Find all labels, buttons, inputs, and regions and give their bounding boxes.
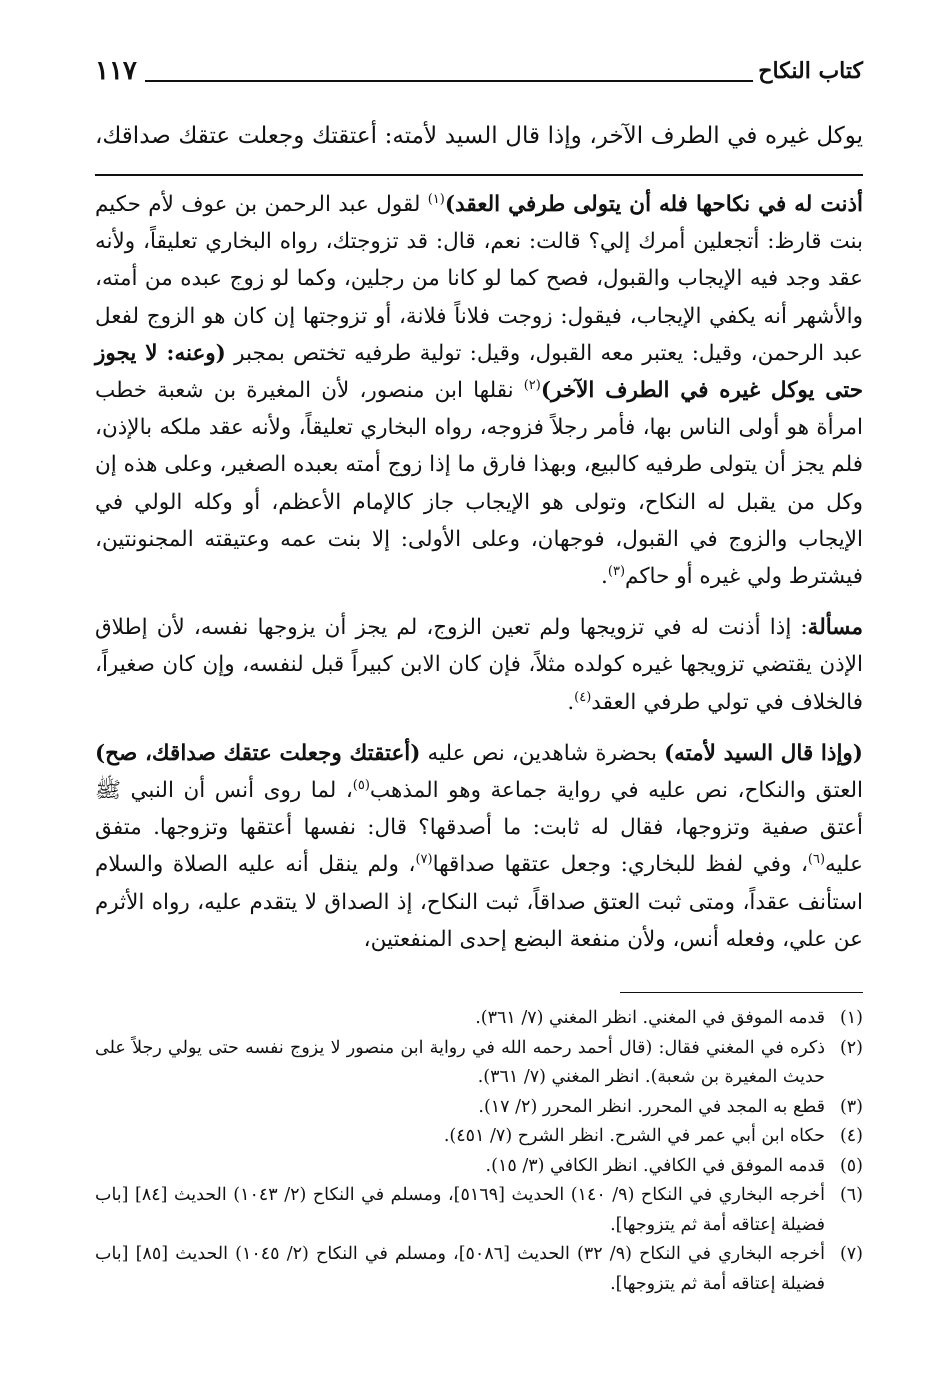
text-run: ، لما روى أنس أن النبي ﷺ أعتق صفية وتزوجها، فقال له ثابت: ما أصدقها؟ قال: نفسها أعتقها وتزوجها. متفق عليه [95, 778, 863, 878]
bold-text: (وعنه: لا يجوز حتى يوكل غيره في الطرف الآخر) [95, 340, 864, 404]
footnote-number: (١) [839, 1008, 863, 1028]
commentary-paragraph [95, 609, 863, 721]
footnote-ref: (٣) [607, 564, 626, 580]
footnote-text: قدمه الموفق في الكافي. انظر الكافي (٣/ ١٥). [485, 1155, 825, 1176]
footnote-ref: (٦) [807, 852, 826, 868]
bold-text: (أعتقتك وجعلت عتقك صداقك، صح) [95, 740, 421, 766]
footnote-ref: (٧) [415, 852, 433, 868]
footnote-ref: (٢) [523, 378, 541, 394]
commentary-paragraph [95, 735, 863, 958]
footnote-text: أخرجه البخاري في النكاح (٩/ ٣٢) الحديث [٥٠٨٦]، ومسلم في النكاح (٢/ ١٠٤٥) الحديث [٨٥] [باب فضيلة إعتاقه أمة ثم يتزوجها]. [95, 1244, 826, 1294]
matn-text: يوكل غيره في الطرف الآخر، وإذا قال السيد لأمته: أعتقتك وجعلت عتقك صداقك، [95, 123, 863, 149]
text-run: نقلها ابن منصور، لأن المغيرة بن شعبة خطب امرأة هو أولى الناس بها، فأمر رجلاً فزوجه، رواه البخاري تعليقاً، ولأنه عقد ملكه بالإذن، فلم يجز أن يتولى طرفيه كالبيع، وبهذا فارق ما إذا زوج أمته بعبده الصغير، وعلى هذه إن وكل من يقبل له النكاح، وتولى هو الإيجاب جاز كالإمام الأعظم، أو وكله الولي في الإيجاب والزوج في القبول، فوجهان، وعلى الأولى: إلا بنت عمه وعتيقته المجنونتين، فيشترط ولي غيره أو حاكم [95, 378, 863, 590]
commentary-paragraph [95, 186, 863, 595]
footnote [95, 1181, 863, 1240]
text-run: ، وفي لفظ للبخاري: وجعل عتقها صداقها [432, 852, 808, 878]
text-run: . [601, 564, 608, 590]
footnote-separator [620, 992, 863, 993]
footnote-text: قطع به المجد في المحرر. انظر المحرر (٢/ ١٧). [478, 1096, 825, 1117]
footnote [95, 1152, 863, 1182]
footnote-number: (٤) [839, 1126, 863, 1146]
footnote-ref: (١) [427, 192, 445, 207]
bold-text: (وإذا قال السيد لأمته) [663, 740, 863, 766]
text-run: . [567, 689, 575, 715]
page-header [95, 58, 863, 92]
text-run: : إذا أذنت له في تزويجها ولم تعين الزوج، لم يجز أن يزوجها نفسه، لأن إطلاق الإذن يقتضي تزويجها غيره كولده مثلاً، فإن كان الابن كبيراً قبل لنفسه، وإن كان صغيراً، فالخلاف في تولي طرفي العقد [95, 615, 863, 715]
running-title: كتاب النكاح [758, 58, 863, 84]
bold-text: أذنت له في نكاحها فله أن يتولى طرفي العقد) [444, 192, 863, 217]
footnote-ref: (٤) [574, 689, 592, 705]
footnote-text: حكاه ابن أبي عمر في الشرح. انظر الشرح (٧/ ٤٥١). [443, 1126, 825, 1146]
footnote-number: (٣) [839, 1096, 863, 1117]
footnote-number: (٦) [839, 1185, 863, 1205]
page-number: ١١٧ [95, 56, 137, 86]
commentary-body [95, 186, 863, 958]
footnote-number: (٢) [839, 1037, 863, 1058]
footnote-number: (٧) [839, 1244, 863, 1264]
footnote-ref: (٥) [352, 778, 370, 794]
footnote [95, 1004, 863, 1034]
footnote-number: (٥) [839, 1155, 863, 1176]
matn-separator [95, 174, 863, 176]
footnote [95, 1034, 863, 1093]
footnote [95, 1240, 863, 1299]
text-run: لقول عبد الرحمن بن عوف لأم حكيم بنت قارظ: أتجعلين أمرك إلي؟ قالت: نعم، قال: قد تزوجتك، رواه البخاري تعليقاً، ولأنه عقد وجد فيه الإيجاب والقبول، فصح كما لو كانا من رجلين، وكما لو زوج عبده من أمته، والأشهر أنه يكفي الإيجاب، فيقول: زوجت فلاناً فلانة، أو تزوجتها إن كان هو الزوج لفعل عبد الرحمن، وقيل: يعتبر معه القبول، وقيل: تولية طرفيه تختص بمجبر [95, 192, 863, 366]
text-run: ، ولم ينقل أنه عليه الصلاة والسلام استأنف عقداً، ومتى ثبت العتق صداقاً، ثبت النكاح، إذ الصداق لا يتقدم عليه، رواه الأثرم عن علي، وفعله أنس، ولأن منفعة البضع إحدى المنفعتين، [95, 852, 863, 952]
footnote [95, 1122, 863, 1152]
footnote [95, 1093, 863, 1123]
footnotes [95, 1004, 863, 1299]
text-run: بحضرة شاهدين، نص عليه [420, 740, 664, 766]
footnote-text: أخرجه البخاري في النكاح (٩/ ١٤٠) الحديث [٥١٦٩]، ومسلم في النكاح (٢/ ١٠٤٣) الحديث [٨٤] [باب فضيلة إعتاقه أمة ثم يتزوجها]. [95, 1185, 825, 1235]
bold-text: مسألة [807, 615, 863, 641]
text-run: العتق والنكاح، نص عليه في رواية جماعة وهو المذهب [369, 778, 864, 804]
footnote-text: ذكره في المغني فقال: (قال أحمد رحمه الله في رواية ابن منصور لا يزوج نفسه حتى يولي رجلاً على حديث المغيرة بن شعبة). انظر المغني (٧/ ٣٦١). [95, 1037, 825, 1087]
header-rule [145, 80, 753, 82]
footnote-text: قدمه الموفق في المغني. انظر المغني (٧/ ٣٦١). [475, 1008, 825, 1028]
